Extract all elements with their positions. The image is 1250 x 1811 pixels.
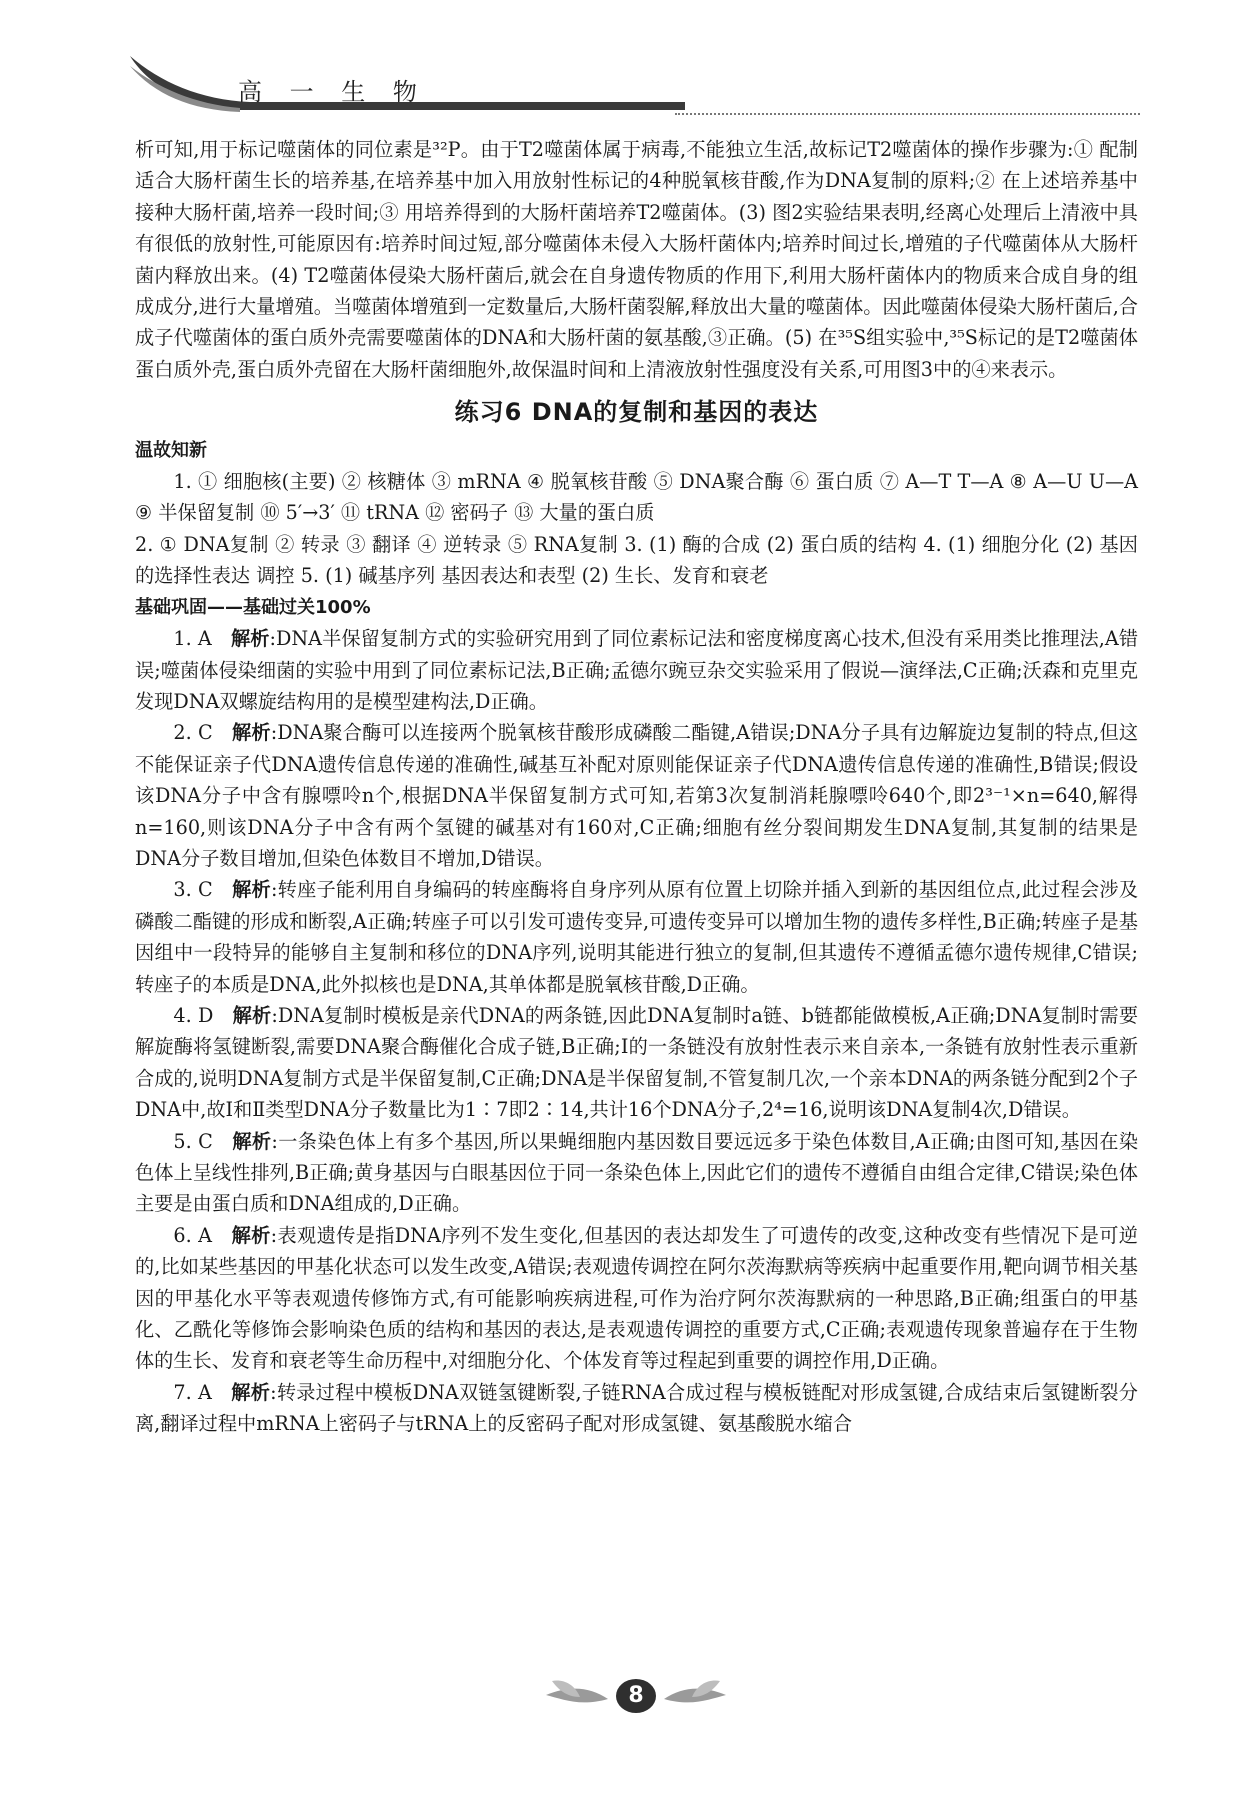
answer-text: :DNA聚合酶可以连接两个脱氧核苷酸形成磷酸二酯键,A错误;DNA分子具有边解旋边复制的特点,但这不能保证亲子代DNA遗传信息传递的准确性,碱基互补配对原则能保证亲子代DNA遗传信息传递的准确性,B错误;假设该DNA分子中含有腺嘌呤n个,根据DNA半保留复制方式可知,若第3次复制消耗腺嘌呤640个,即2³⁻¹×n=640,解得n=160,则该DNA分子中含有两个氢键的碱基对有160对,C正确;细胞有丝分裂间期发生DNA复制,其复制的结果是DNA分子数目增加,但染色体数目不增加,D错误。: [135, 721, 1139, 870]
answer-text: :一条染色体上有多个基因,所以果蝇细胞内基因数目要远远多于染色体数目,A正确;由图可知,基因在染色体上呈线性排列,B正确;黄身基因与白眼基因位于同一条染色体上,因此它们的遗传不遵循自由组合定律,C错误;染色体主要是由蛋白质和DNA组成的,D正确。: [135, 1129, 1139, 1216]
answer-number: 5. C: [173, 1129, 213, 1153]
leaf-ornament-icon: [662, 1677, 732, 1717]
page-number: 8: [616, 1679, 656, 1713]
answer-number: 1. A: [173, 627, 212, 651]
page-header: [130, 52, 1140, 122]
analysis-label: 解析: [231, 721, 271, 745]
answer-number: 3. C: [173, 878, 213, 902]
answer-item: [135, 1000, 1138, 1126]
answer-number: 2. C: [173, 721, 213, 745]
analysis-label: 解析: [232, 1003, 272, 1027]
answer-text: :DNA半保留复制方式的实验研究用到了同位素标记法和密度梯度离心技术,但没有采用类比推理法,A错误;噬菌体侵染细菌的实验中用到了同位素标记法,B正确;孟德尔豌豆杂交实验采用了假说—演绎法,C正确;沃森和克里克发现DNA双螺旋结构用的是模型建构法,D正确。: [135, 627, 1139, 713]
page-footer: [540, 1665, 730, 1725]
answer-item: [135, 1126, 1138, 1220]
answer-item: [135, 717, 1138, 874]
basics-heading: 基础巩固——基础过关100%: [135, 596, 371, 618]
analysis-label: 解析: [231, 1223, 271, 1247]
page-content: [135, 134, 1138, 1440]
section-title: 练习6 DNA的复制和基因的表达: [454, 398, 819, 427]
analysis-label: 解析: [231, 878, 271, 902]
analysis-label: 解析: [230, 627, 270, 651]
answer-number: 4. D: [173, 1003, 214, 1027]
analysis-label: 解析: [232, 1129, 272, 1153]
answer-number: 6. A: [173, 1223, 213, 1247]
header-title: 高 一 生 物: [238, 78, 427, 106]
analysis-label: 解析: [231, 1380, 271, 1404]
review-answers-2: 2. ① DNA复制 ② 转录 ③ 翻译 ④ 逆转录 ⑤ RNA复制 3. (1) 酶的合成 (2) 蛋白质的结构 4. (1) 细胞分化 (2) 基因的选择性表达 调控 5. (1) 碱基序列 基因表达和表型 (2) 生长、发育和衰老: [135, 532, 1138, 588]
review-answers-1: 1. ① 细胞核(主要) ② 核糖体 ③ mRNA ④ 脱氧核苷酸 ⑤ DNA聚合酶 ⑥ 蛋白质 ⑦ A—T T—A ⑧ A—U U—A ⑨ 半保留复制 ⑩ 5′→3′ ⑪ tRNA ⑫ 密码子 ⑬ 大量的蛋白质: [135, 470, 1138, 525]
answer-text: :转座子能利用自身编码的转座酶将自身序列从原有位置上切除并插入到新的基因组位点,此过程会涉及磷酸二酯键的形成和断裂,A正确;转座子可以引发可遗传变异,可遗传变异可以增加生物的遗传多样性,B正确;转座子是基因组中一段特异的能够自主复制和移位的DNA序列,说明其能进行独立的复制,但其遗传不遵循孟德尔遗传规律,C错误;转座子的本质是DNA,此外拟核也是DNA,其单体都是脱氧核苷酸,D正确。: [135, 878, 1139, 996]
answer-item: [135, 623, 1138, 717]
answer-number: 7. A: [173, 1380, 212, 1404]
answer-text: :表观遗传是指DNA序列不发生变化,但基因的表达却发生了可遗传的改变,这种改变有些情况下是可逆的,比如某些基因的甲基化状态可以发生改变,A错误;表观遗传调控在阿尔茨海默病等疾病中起重要作用,靶向调节相关基因的甲基化水平等表观遗传修饰方式,有可能影响疾病进程,可作为治疗阿尔茨海默病的一种思路,B正确;组蛋白的甲基化、乙酰化等修饰会影响染色质的结构和基因的表达,是表观遗传调控的重要方式,C正确;表观遗传现象普遍存在于生物体的生长、发育和衰老等生命历程中,对细胞分化、个体发育等过程起到重要的调控作用,D正确。: [135, 1223, 1138, 1373]
answer-item: [135, 1377, 1138, 1440]
leaf-ornament-icon: [540, 1677, 610, 1717]
answer-text: :转录过程中模板DNA双链氢键断裂,子链RNA合成过程与模板链配对形成氢键,合成结束后氢键断裂分离,翻译过程中mRNA上密码子与tRNA上的反密码子配对形成氢键、氨基酸脱水缩合: [135, 1380, 1138, 1436]
answer-text: :DNA复制时模板是亲代DNA的两条链,因此DNA复制时a链、b链都能做模板,A正确;DNA复制时需要解旋酶将氢键断裂,需要DNA聚合酶催化合成子链,B正确;Ⅰ的一条链没有放射性表示来自亲本,一条链有放射性表示重新合成的,说明DNA复制方式是半保留复制,C正确;DNA是半保留复制,不管复制几次,一个亲本DNA的两条链分配到2个子DNA中,故Ⅰ和Ⅱ类型DNA分子数量比为1∶7即2∶14,共计16个DNA分子,2⁴=16,说明该DNA复制4次,D错误。: [135, 1003, 1139, 1122]
review-heading: 温故知新: [135, 439, 207, 461]
answer-item: [135, 874, 1138, 1000]
answer-item: [135, 1220, 1138, 1377]
header-dotted-rule: [675, 113, 1140, 115]
continuation-paragraph: 析可知,用于标记噬菌体的同位素是³²P。由于T2噬菌体属于病毒,不能独立生活,故标记T2噬菌体的操作步骤为:① 配制适合大肠杆菌生长的培养基,在培养基中加入用放射性标记的4种脱氧核苷酸,作为DNA复制的原料;② 在上述培养基中接种大肠杆菌,培养一段时间;③ 用培养得到的大肠杆菌培养T2噬菌体。(3) 图2实验结果表明,经离心处理后上清液中具有很低的放射性,可能原因有:培养时间过短,部分噬菌体未侵入大肠杆菌体内;培养时间过长,增殖的子代噬菌体从大肠杆菌内释放出来。(4) T2噬菌体侵染大肠杆菌后,就会在自身遗传物质的作用下,利用大肠杆菌体内的物质来合成自身的组成成分,进行大量增殖。当噬菌体增殖到一定数量后,大肠杆菌裂解,释放出大量的噬菌体。因此噬菌体侵染大肠杆菌后,合成子代噬菌体的蛋白质外壳需要噬菌体的DNA和大肠杆菌的氨基酸,③正确。(5) 在³⁵S组实验中,³⁵S标记的是T2噬菌体蛋白质外壳,蛋白质外壳留在大肠杆菌细胞外,故保温时间和上清液放射性强度没有关系,可用图3中的④来表示。: [135, 138, 1138, 381]
